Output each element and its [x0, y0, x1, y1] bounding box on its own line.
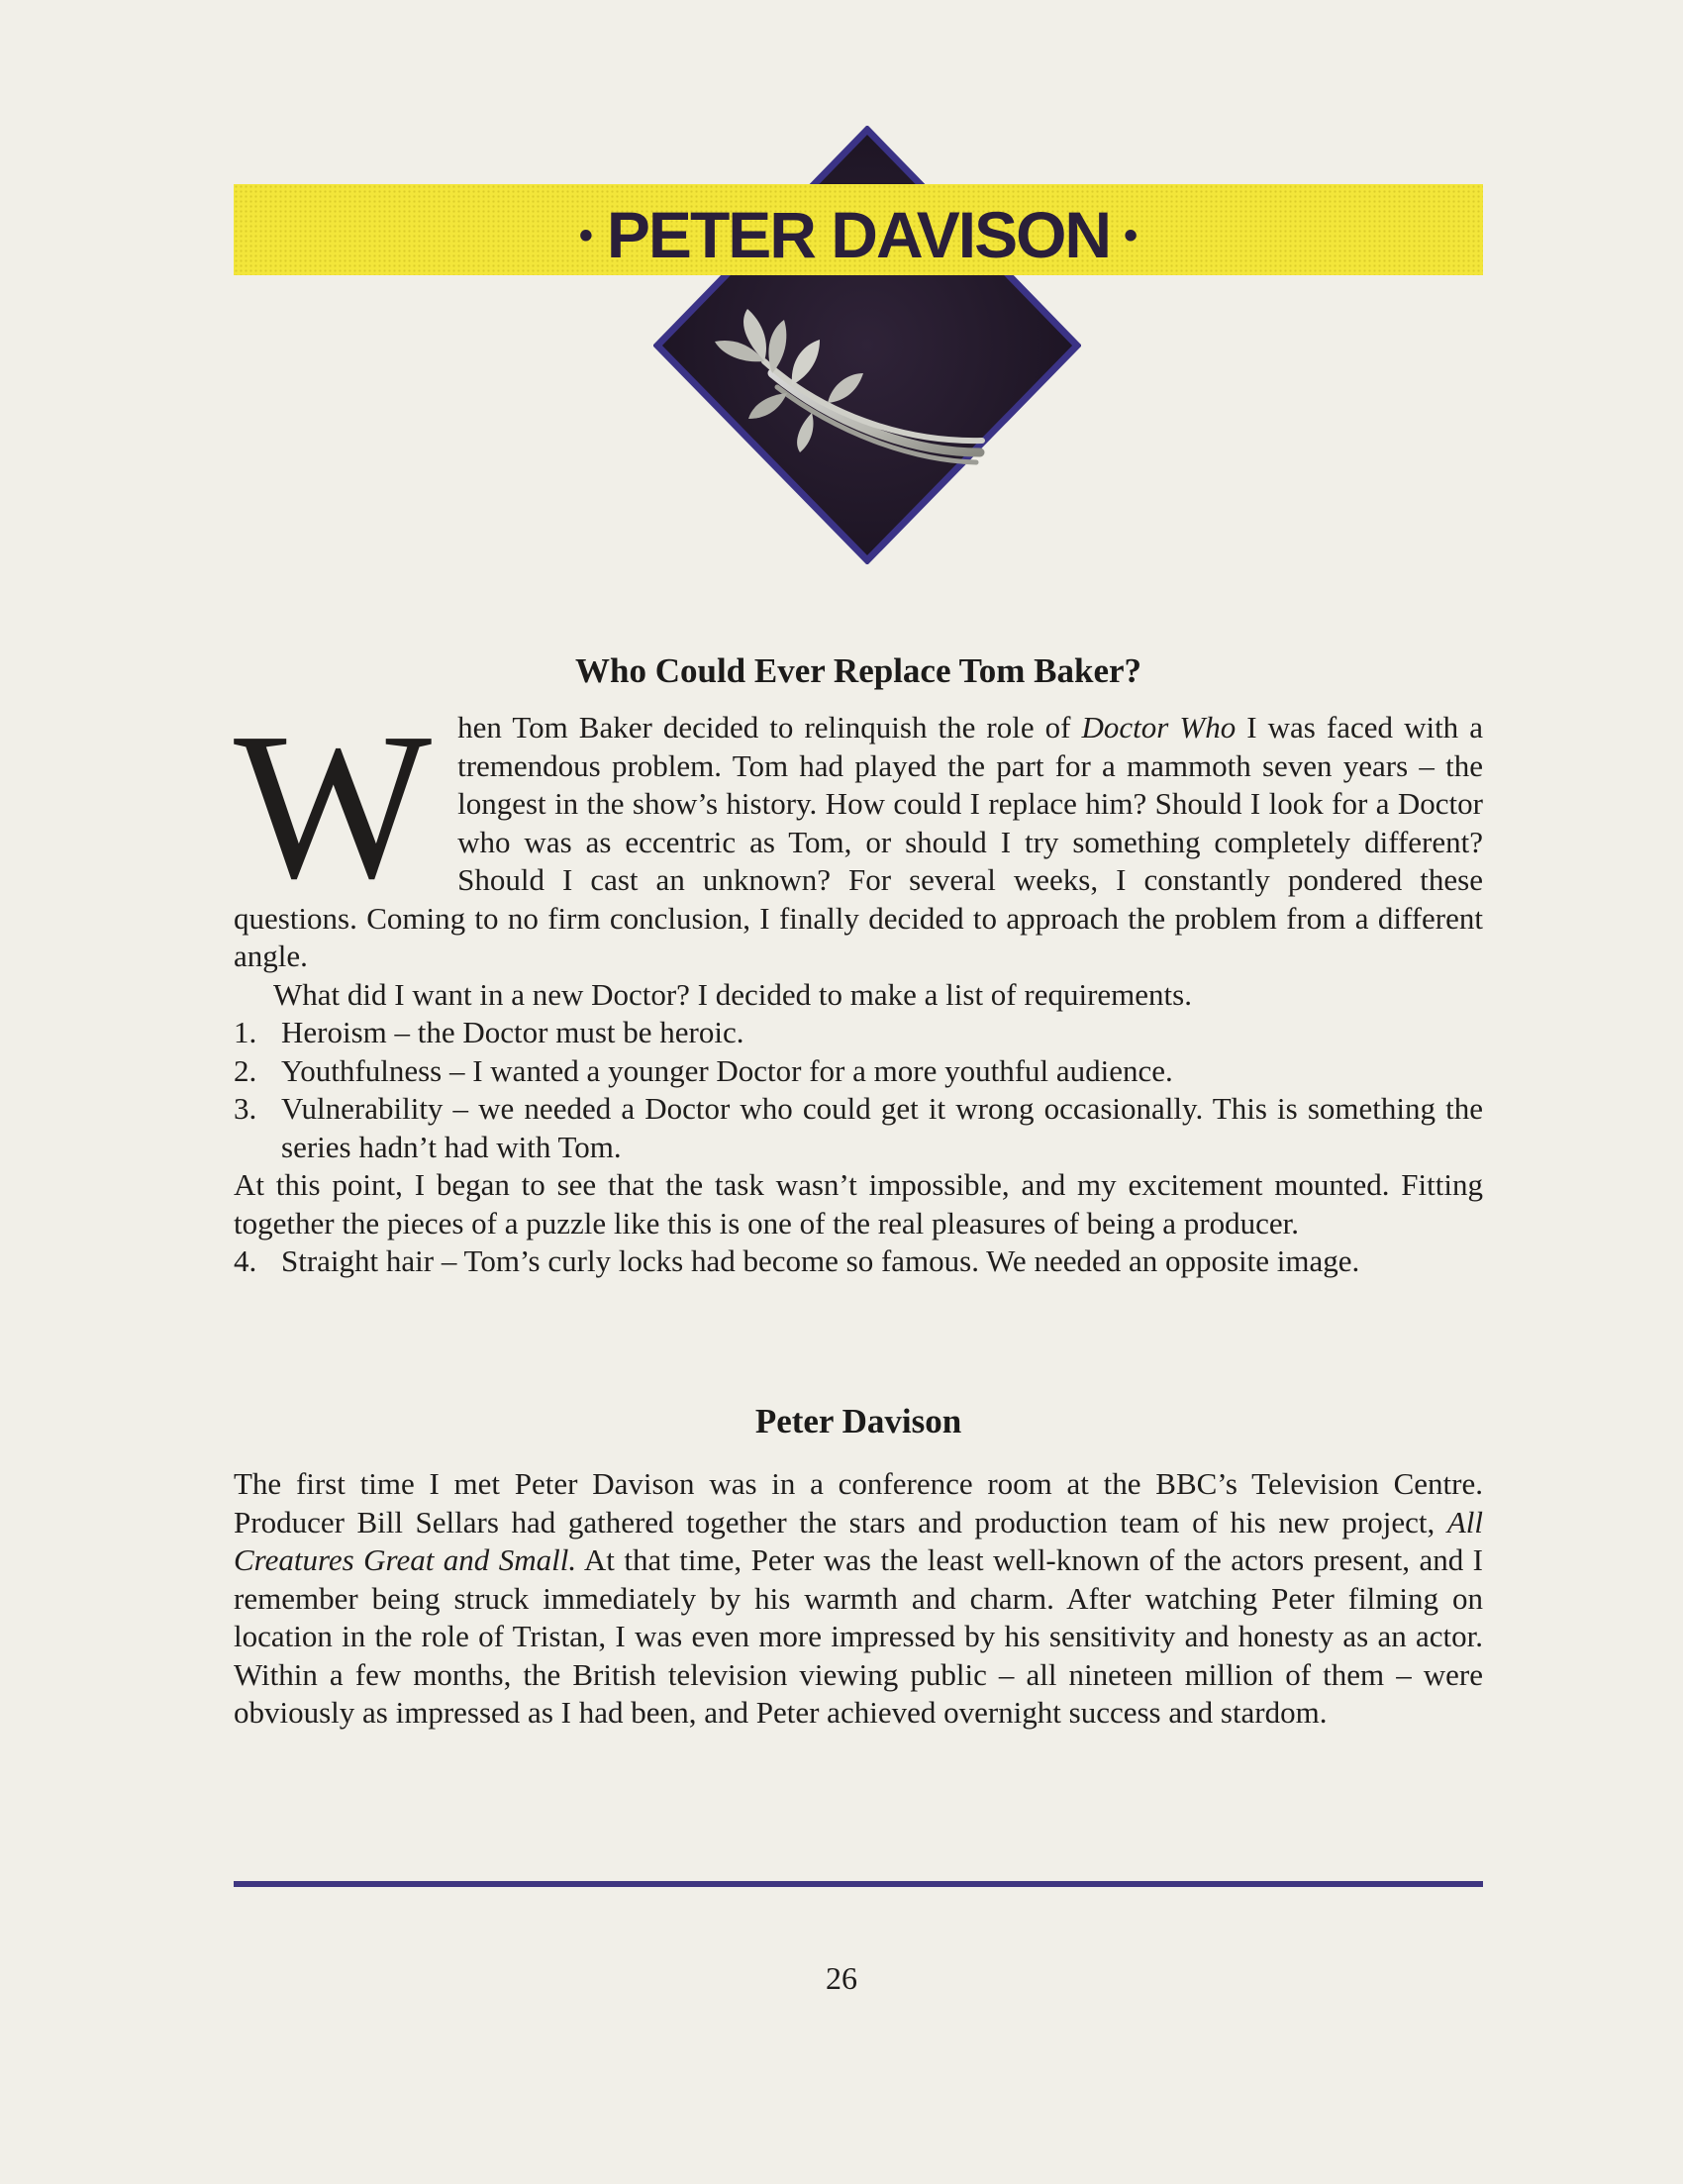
requirements-list [234, 1014, 1483, 1166]
drop-cap: W [234, 689, 433, 922]
list-item [234, 1090, 1483, 1166]
footer-rule [234, 1881, 1483, 1887]
paragraph-4-start: The first time I met Peter Davison was in a conference room at the BBC’s Television Centre. Producer Bill Sellars had gathered together the stars and production team of his new project, [234, 1466, 1483, 1539]
list-item-text: Straight hair – Tom’s curly locks had become so famous. We needed an opposite image. [281, 1243, 1360, 1278]
list-item-number: 4. [234, 1243, 257, 1278]
header-emblem [0, 0, 1683, 594]
paragraph-1-start: hen Tom Baker decided to relinquish the role of [457, 710, 1082, 745]
list-item [234, 1242, 1483, 1281]
list-item-text: Heroism – the Doctor must be heroic. [281, 1015, 744, 1049]
paragraph-4-end: At that time, Peter was the least well-known of the actors present, and I remember being struck immediately by his warmth and charm. After watching Peter filming on location in the role of Tristan, I was even more impressed by his sensitivity and honesty as an actor. Within a few months, the British television viewing public – all nineteen million of them – were obviously as impressed as I had been, and Peter achieved overnight success and stardom. [234, 1542, 1483, 1730]
list-item [234, 1014, 1483, 1052]
section-heading-1-wrap [234, 651, 1483, 691]
series-title-italic: All Creatures Great and Small. [234, 1504, 1483, 1577]
paragraph-4 [234, 1465, 1483, 1733]
list-item-text: Youthfulness – I wanted a younger Doctor for a more youthful audience. [281, 1052, 1173, 1088]
list-item-number: 1. [234, 1015, 257, 1049]
section-1-body [234, 689, 1483, 1281]
title-dot-right: • [1124, 213, 1138, 257]
section-heading-1: Who Could Ever Replace Tom Baker? [574, 651, 1142, 690]
list-item-number: 3. [234, 1091, 257, 1126]
page-number: 26 [826, 1960, 857, 1996]
list-item-number: 2. [234, 1052, 257, 1088]
section-heading-2: Peter Davison [754, 1402, 962, 1440]
section-2-body [234, 1465, 1483, 1733]
title-dot-left: • [578, 213, 593, 257]
page-title: PETER DAVISON [606, 198, 1111, 271]
paragraph-1-end: I was faced with a tremendous problem. Tom had played the part for a mammoth seven years – the longest in the show’s history. How could I replace him? Should I look for a Doctor who was as eccentric as Tom, or should I try something completely different? Should I cast an unknown? For several weeks, I constantly pondered these questions. Coming to no firm conclusion, I finally decided to approach the problem from a different angle. [234, 710, 1483, 973]
paragraph-3: At this point, I began to see that the task wasn’t impossible, and my excitement mounted. Fitting together the pieces of a puzzle like this is one of the real pleasures of being a producer. [234, 1167, 1483, 1241]
section-heading-2-wrap [234, 1402, 1483, 1441]
paragraph-2: What did I want in a new Doctor? I decided to make a list of requirements. [273, 976, 1192, 1012]
list-item [234, 1052, 1483, 1091]
list-item-text: Vulnerability – we needed a Doctor who could get it wrong occasionally. This is something the series hadn’t had with Tom. [281, 1091, 1483, 1164]
show-title-italic: Doctor Who [1081, 710, 1237, 745]
title-banner [234, 184, 1483, 275]
